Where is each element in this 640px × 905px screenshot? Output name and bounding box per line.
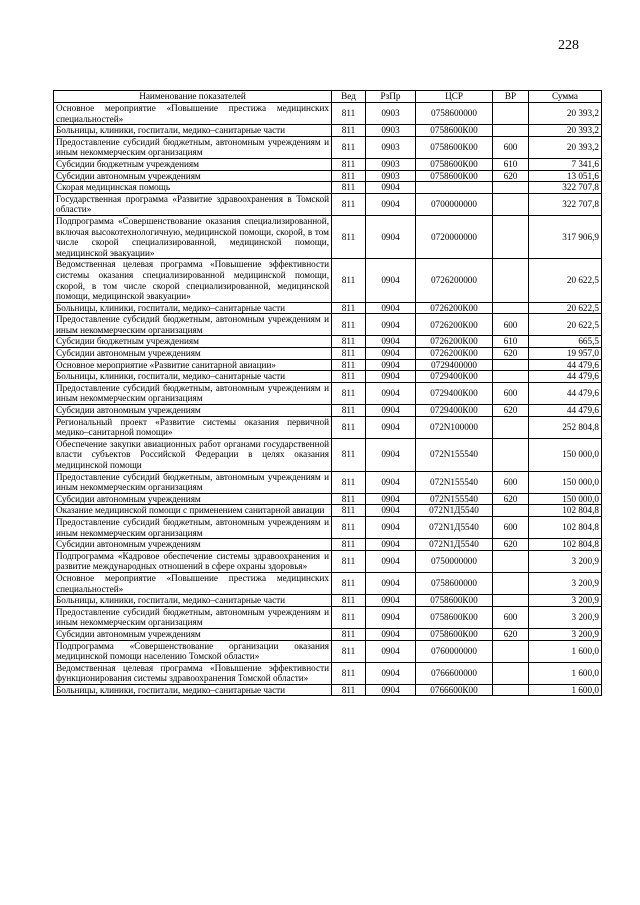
rzpr-cell: 0904	[366, 359, 416, 371]
vr-cell	[493, 125, 529, 137]
rzpr-cell: 0904	[366, 572, 416, 594]
table-row	[54, 103, 602, 125]
csr-cell	[416, 182, 493, 194]
sum-cell: 44 479,6	[529, 382, 602, 404]
ved-cell: 811	[332, 336, 366, 348]
name-cell: Субсидии автономным учреждениям	[54, 405, 332, 417]
rzpr-cell: 0904	[366, 416, 416, 438]
rzpr-cell: 0904	[366, 371, 416, 383]
name-cell: Больницы, клиники, госпитали, медико–санитарные части	[54, 595, 332, 607]
rzpr-cell: 0904	[366, 640, 416, 662]
rzpr-cell: 0904	[366, 595, 416, 607]
vr-cell	[493, 302, 529, 314]
table-row	[54, 136, 602, 158]
table-row	[54, 628, 602, 640]
name-cell: Государственная программа «Развитие здравоохранения в Томской области»	[54, 193, 332, 215]
rzpr-cell: 0903	[366, 103, 416, 125]
csr-cell: 0758600К00	[416, 158, 493, 170]
name-cell: Субсидии автономным учреждениям	[54, 628, 332, 640]
sum-cell: 150 000,0	[529, 493, 602, 505]
csr-cell: 0729400К00	[416, 405, 493, 417]
name-cell: Предоставление субсидий бюджетным, автономным учреждениям и иным некоммерческим организациям	[54, 382, 332, 404]
ved-cell: 811	[332, 314, 366, 336]
name-cell: Больницы, клиники, госпитали, медико–санитарные части	[54, 302, 332, 314]
header-csr: ЦСР	[416, 91, 493, 103]
vr-cell	[493, 193, 529, 215]
sum-cell: 20 393,2	[529, 136, 602, 158]
rzpr-cell: 0904	[366, 471, 416, 493]
table-row	[54, 684, 602, 696]
rzpr-cell: 0903	[366, 136, 416, 158]
name-cell: Субсидии бюджетным учреждениям	[54, 336, 332, 348]
sum-cell: 3 200,9	[529, 595, 602, 607]
rzpr-cell: 0904	[366, 405, 416, 417]
vr-cell	[493, 595, 529, 607]
table-row	[54, 505, 602, 517]
vr-cell: 600	[493, 314, 529, 336]
name-cell: Предоставление субсидий бюджетным, автономным учреждениям и иным некоммерческим организациям	[54, 471, 332, 493]
rzpr-cell: 0904	[366, 550, 416, 572]
vr-cell	[493, 640, 529, 662]
table-row	[54, 539, 602, 551]
vr-cell: 620	[493, 405, 529, 417]
ved-cell: 811	[332, 259, 366, 302]
sum-cell: 7 341,6	[529, 158, 602, 170]
vr-cell	[493, 662, 529, 684]
sum-cell: 3 200,9	[529, 572, 602, 594]
name-cell: Региональный проект «Развитие системы оказания первичной медико–санитарной помощи»	[54, 416, 332, 438]
csr-cell: 0766600000	[416, 662, 493, 684]
table-row	[54, 416, 602, 438]
csr-cell: 0726200К00	[416, 336, 493, 348]
budget-table	[53, 90, 602, 696]
table-row	[54, 314, 602, 336]
csr-cell: 0729400К00	[416, 382, 493, 404]
name-cell: Скорая медицинская помощь	[54, 182, 332, 194]
name-cell: Субсидии автономным учреждениям	[54, 348, 332, 360]
ved-cell: 811	[332, 215, 366, 258]
table-row	[54, 125, 602, 137]
rzpr-cell: 0904	[366, 628, 416, 640]
table-row	[54, 359, 602, 371]
name-cell: Больницы, клиники, госпитали, медико–санитарные части	[54, 125, 332, 137]
sum-cell: 252 804,8	[529, 416, 602, 438]
ved-cell: 811	[332, 606, 366, 628]
name-cell: Предоставление субсидий бюджетным, автономным учреждениям и иным некоммерческим организациям	[54, 606, 332, 628]
sum-cell: 102 804,8	[529, 505, 602, 517]
ved-cell: 811	[332, 182, 366, 194]
rzpr-cell: 0904	[366, 215, 416, 258]
header-vr: ВР	[493, 91, 529, 103]
csr-cell: 0758600К00	[416, 606, 493, 628]
page-number: 228	[558, 38, 579, 53]
rzpr-cell: 0904	[366, 193, 416, 215]
name-cell: Подпрограмма «Совершенствование организации оказания медицинской помощи населению Томской области»	[54, 640, 332, 662]
table-row	[54, 371, 602, 383]
sum-cell: 322 707,8	[529, 182, 602, 194]
sum-cell: 20 622,5	[529, 259, 602, 302]
rzpr-cell: 0904	[366, 606, 416, 628]
vr-cell	[493, 359, 529, 371]
ved-cell: 811	[332, 438, 366, 471]
rzpr-cell: 0903	[366, 170, 416, 182]
sum-cell: 1 600,0	[529, 662, 602, 684]
vr-cell	[493, 182, 529, 194]
csr-cell: 0726200К00	[416, 314, 493, 336]
name-cell: Оказание медицинской помощи с применением санитарной авиации	[54, 505, 332, 517]
rzpr-cell: 0904	[366, 662, 416, 684]
rzpr-cell: 0904	[366, 493, 416, 505]
table-row	[54, 471, 602, 493]
csr-cell: 072N1Д5540	[416, 505, 493, 517]
table-row	[54, 516, 602, 538]
ved-cell: 811	[332, 662, 366, 684]
ved-cell: 811	[332, 539, 366, 551]
name-cell: Субсидии автономным учреждениям	[54, 539, 332, 551]
csr-cell: 072N155540	[416, 471, 493, 493]
csr-cell: 072N155540	[416, 493, 493, 505]
ved-cell: 811	[332, 572, 366, 594]
vr-cell: 620	[493, 493, 529, 505]
ved-cell: 811	[332, 640, 366, 662]
ved-cell: 811	[332, 158, 366, 170]
name-cell: Подпрограмма «Кадровое обеспечение системы здравоохранения и развитие международных отношений в сфере охраны здоровья»	[54, 550, 332, 572]
csr-cell: 0726200К00	[416, 302, 493, 314]
sum-cell: 20 622,5	[529, 302, 602, 314]
vr-cell	[493, 416, 529, 438]
table-row	[54, 662, 602, 684]
vr-cell: 620	[493, 628, 529, 640]
table-body	[54, 103, 602, 696]
name-cell: Больницы, клиники, госпитали, медико–санитарные части	[54, 371, 332, 383]
header-name: Наименование показателей	[54, 91, 332, 103]
table-row	[54, 336, 602, 348]
sum-cell: 322 707,8	[529, 193, 602, 215]
name-cell: Предоставление субсидий бюджетным, автономным учреждениям и иным некоммерческим организациям	[54, 136, 332, 158]
csr-cell: 0760000000	[416, 640, 493, 662]
ved-cell: 811	[332, 416, 366, 438]
sum-cell: 44 479,6	[529, 405, 602, 417]
vr-cell	[493, 572, 529, 594]
header-ved: Вед	[332, 91, 366, 103]
vr-cell: 620	[493, 348, 529, 360]
table-row	[54, 382, 602, 404]
rzpr-cell: 0903	[366, 158, 416, 170]
csr-cell: 072N100000	[416, 416, 493, 438]
vr-cell	[493, 215, 529, 258]
csr-cell: 0758600К00	[416, 136, 493, 158]
csr-cell: 0726200000	[416, 259, 493, 302]
csr-cell: 0700000000	[416, 193, 493, 215]
sum-cell: 665,5	[529, 336, 602, 348]
vr-cell	[493, 684, 529, 696]
table-row	[54, 438, 602, 471]
name-cell: Ведомственная целевая программа «Повышение эффективности системы оказания специализированной медицинской помощи, скорой, в том числе скорой специализированной, медицинской помощи, медицинской эвакуации»	[54, 259, 332, 302]
ved-cell: 811	[332, 471, 366, 493]
rzpr-cell: 0904	[366, 336, 416, 348]
header-sum: Сумма	[529, 91, 602, 103]
rzpr-cell: 0904	[366, 684, 416, 696]
name-cell: Субсидии автономным учреждениям	[54, 170, 332, 182]
sum-cell: 13 051,6	[529, 170, 602, 182]
table-row	[54, 606, 602, 628]
ved-cell: 811	[332, 684, 366, 696]
csr-cell: 0750000000	[416, 550, 493, 572]
csr-cell: 0726200К00	[416, 348, 493, 360]
table-row	[54, 348, 602, 360]
table-row	[54, 493, 602, 505]
name-cell: Предоставление субсидий бюджетным, автономным учреждениям и иным некоммерческим организациям	[54, 314, 332, 336]
name-cell: Больницы, клиники, госпитали, медико–санитарные части	[54, 684, 332, 696]
csr-cell: 0758600К00	[416, 170, 493, 182]
ved-cell: 811	[332, 595, 366, 607]
name-cell: Основное мероприятие «Развитие санитарной авиации»	[54, 359, 332, 371]
table-row	[54, 550, 602, 572]
csr-cell: 0729400К00	[416, 371, 493, 383]
csr-cell: 0758600К00	[416, 628, 493, 640]
vr-cell	[493, 550, 529, 572]
ved-cell: 811	[332, 136, 366, 158]
sum-cell: 20 393,2	[529, 125, 602, 137]
csr-cell: 0758600К00	[416, 595, 493, 607]
ved-cell: 811	[332, 505, 366, 517]
rzpr-cell: 0904	[366, 302, 416, 314]
csr-cell: 072N1Д5540	[416, 539, 493, 551]
sum-cell: 150 000,0	[529, 438, 602, 471]
name-cell: Ведомственная целевая программа «Повышение эффективности функционирования системы здравоохранения Томской области»	[54, 662, 332, 684]
rzpr-cell: 0903	[366, 125, 416, 137]
csr-cell: 0758600000	[416, 572, 493, 594]
vr-cell: 600	[493, 382, 529, 404]
sum-cell: 20 393,2	[529, 103, 602, 125]
table-row	[54, 640, 602, 662]
ved-cell: 811	[332, 348, 366, 360]
name-cell: Основное мероприятие «Повышение престижа медицинских специальностей»	[54, 572, 332, 594]
vr-cell: 620	[493, 539, 529, 551]
csr-cell: 0720000000	[416, 215, 493, 258]
sum-cell: 150 000,0	[529, 471, 602, 493]
rzpr-cell: 0904	[366, 182, 416, 194]
table-row	[54, 572, 602, 594]
ved-cell: 811	[332, 170, 366, 182]
table-row	[54, 595, 602, 607]
name-cell: Основное мероприятие «Повышение престижа медицинских специальностей»	[54, 103, 332, 125]
csr-cell: 0758600К00	[416, 125, 493, 137]
sum-cell: 44 479,6	[529, 371, 602, 383]
ved-cell: 811	[332, 382, 366, 404]
table-row	[54, 215, 602, 258]
ved-cell: 811	[332, 193, 366, 215]
ved-cell: 811	[332, 371, 366, 383]
sum-cell: 1 600,0	[529, 640, 602, 662]
name-cell: Обеспечение закупки авиационных работ органами государственной власти субъектов Российской Федерации в целях оказания медицинской помощи	[54, 438, 332, 471]
table-row	[54, 193, 602, 215]
rzpr-cell: 0904	[366, 438, 416, 471]
rzpr-cell: 0904	[366, 505, 416, 517]
name-cell: Субсидии автономным учреждениям	[54, 493, 332, 505]
sum-cell: 20 622,5	[529, 314, 602, 336]
vr-cell	[493, 103, 529, 125]
ved-cell: 811	[332, 628, 366, 640]
rzpr-cell: 0904	[366, 314, 416, 336]
vr-cell: 600	[493, 471, 529, 493]
vr-cell: 600	[493, 136, 529, 158]
rzpr-cell: 0904	[366, 259, 416, 302]
vr-cell: 610	[493, 158, 529, 170]
sum-cell: 3 200,9	[529, 550, 602, 572]
name-cell: Подпрограмма «Совершенствование оказания специализированной, включая высокотехнологичную, медицинской помощи, скорой, в том числе скорой специализированной, медицинской помощи, медицинской эвакуации»	[54, 215, 332, 258]
csr-cell: 0729400000	[416, 359, 493, 371]
ved-cell: 811	[332, 493, 366, 505]
csr-cell: 072N1Д5540	[416, 516, 493, 538]
rzpr-cell: 0904	[366, 348, 416, 360]
vr-cell: 600	[493, 516, 529, 538]
rzpr-cell: 0904	[366, 539, 416, 551]
sum-cell: 44 479,6	[529, 359, 602, 371]
vr-cell	[493, 259, 529, 302]
header-rzpr: РзПр	[366, 91, 416, 103]
sum-cell: 1 600,0	[529, 684, 602, 696]
csr-cell: 0766600К00	[416, 684, 493, 696]
vr-cell: 600	[493, 606, 529, 628]
vr-cell: 620	[493, 170, 529, 182]
name-cell: Предоставление субсидий бюджетным, автономным учреждениям и иным некоммерческим организациям	[54, 516, 332, 538]
ved-cell: 811	[332, 125, 366, 137]
csr-cell: 0758600000	[416, 103, 493, 125]
name-cell: Субсидии бюджетным учреждениям	[54, 158, 332, 170]
sum-cell: 3 200,9	[529, 628, 602, 640]
sum-cell: 102 804,8	[529, 516, 602, 538]
table-row	[54, 170, 602, 182]
vr-cell: 610	[493, 336, 529, 348]
table-row	[54, 182, 602, 194]
sum-cell: 19 957,0	[529, 348, 602, 360]
csr-cell: 072N155540	[416, 438, 493, 471]
table-row	[54, 259, 602, 302]
ved-cell: 811	[332, 550, 366, 572]
sum-cell: 3 200,9	[529, 606, 602, 628]
ved-cell: 811	[332, 302, 366, 314]
rzpr-cell: 0904	[366, 516, 416, 538]
sum-cell: 317 906,9	[529, 215, 602, 258]
rzpr-cell: 0904	[366, 382, 416, 404]
table-row	[54, 158, 602, 170]
table-row	[54, 405, 602, 417]
vr-cell	[493, 438, 529, 471]
ved-cell: 811	[332, 103, 366, 125]
ved-cell: 811	[332, 359, 366, 371]
vr-cell	[493, 505, 529, 517]
vr-cell	[493, 371, 529, 383]
ved-cell: 811	[332, 405, 366, 417]
sum-cell: 102 804,8	[529, 539, 602, 551]
table-header-row	[54, 91, 602, 103]
table-row	[54, 302, 602, 314]
ved-cell: 811	[332, 516, 366, 538]
